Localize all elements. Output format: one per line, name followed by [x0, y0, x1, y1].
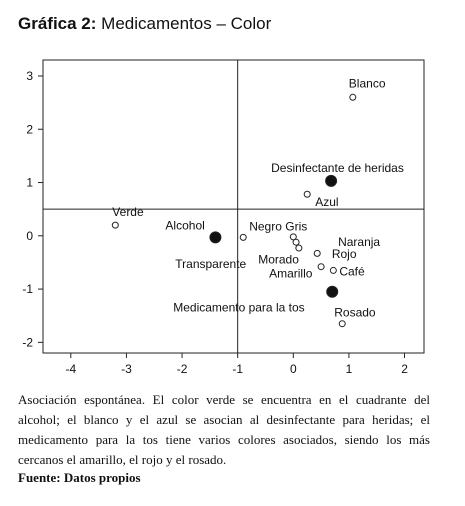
x-tick-label: 2: [401, 362, 408, 376]
x-tick-label: -3: [121, 362, 132, 376]
x-tick-label: -1: [232, 362, 244, 376]
y-tick-label: -1: [22, 282, 33, 297]
medicine-point: [327, 286, 338, 297]
color-point: [293, 239, 299, 245]
color-point: [350, 94, 356, 100]
figure-source: Fuente: Datos propios: [18, 470, 141, 485]
y-tick-label: 2: [26, 122, 33, 137]
color-point: [318, 264, 324, 270]
x-tick-label: 1: [345, 362, 353, 376]
medicine-label: Desinfectante de heridas: [271, 160, 404, 175]
y-tick-label: -2: [22, 335, 33, 350]
x-tick-label: 0: [289, 362, 297, 376]
color-point: [314, 250, 320, 256]
color-label: Café: [339, 264, 365, 279]
color-point: [112, 222, 118, 228]
color-point: [240, 234, 246, 240]
medicine-point: [326, 175, 337, 186]
color-label: Blanco: [348, 76, 386, 91]
color-point: [304, 191, 310, 197]
x-tick-label: -2: [176, 362, 188, 376]
y-tick-label: 3: [26, 68, 33, 83]
y-tick-label: 0: [26, 228, 33, 243]
color-label: Rosado: [334, 305, 376, 320]
x-tick-label: -4: [65, 362, 77, 376]
color-label: Morado: [258, 252, 299, 267]
chart-title-main: Medicamentos – Color: [101, 14, 272, 33]
color-point: [296, 245, 302, 251]
color-label: Azul: [315, 195, 339, 210]
color-point: [330, 267, 336, 273]
chart-title-prefix: Gráfica 2:: [18, 14, 97, 33]
medicine-point: [210, 232, 221, 243]
color-label: Rojo: [331, 247, 357, 262]
medicine-label: Medicamento para la tos: [173, 300, 305, 315]
figure-caption: Asociación espontánea. El color verde se encuentra en el cuadrante del alcohol; el blanco y el azul se asocian al desinfectante para heridas; el medicamento para la tos tiene varios colores asociados, siendo los más cercanos el amarillo, el rojo y el rosado.: [18, 392, 430, 467]
y-tick-label: 1: [26, 175, 33, 190]
color-label: Negro Gris: [249, 219, 308, 234]
medicine-label: Alcohol: [165, 218, 205, 233]
color-point: [339, 321, 345, 327]
color-label: Amarillo: [269, 266, 313, 281]
color-label: Transparente: [175, 256, 247, 271]
color-label: Naranja: [338, 235, 381, 250]
color-label: Verde: [112, 205, 144, 220]
